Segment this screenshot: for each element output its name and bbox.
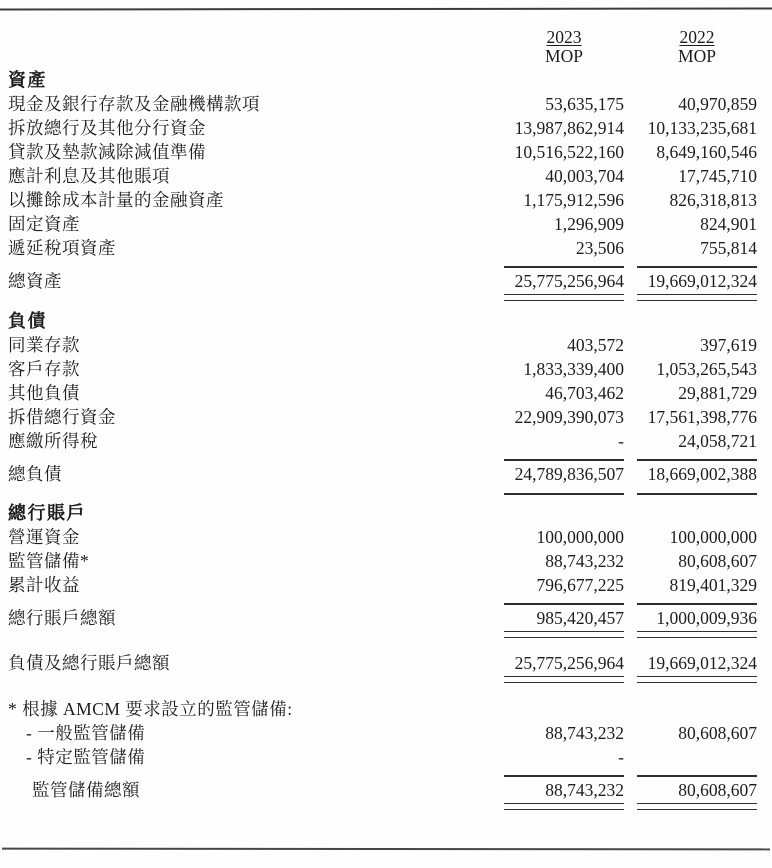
value-2023: 1,296,909 bbox=[554, 214, 624, 234]
value-2023: 88,743,232 bbox=[545, 551, 624, 571]
value-2022: 10,133,235,681 bbox=[647, 118, 757, 138]
value-2022: 19,669,012,324 bbox=[647, 653, 757, 673]
column-header-2023 bbox=[504, 26, 624, 66]
value-2022: 17,745,710 bbox=[678, 166, 757, 186]
row-label: 總行賬戶總額 bbox=[8, 608, 116, 628]
value-2022: 100,000,000 bbox=[669, 527, 757, 547]
value-2023: 88,743,232 bbox=[545, 723, 624, 743]
single-rule bbox=[8, 453, 757, 461]
value-2023: 25,775,256,964 bbox=[514, 653, 624, 673]
page-top-rule bbox=[0, 7, 772, 10]
value-2023: 24,789,836,507 bbox=[514, 464, 624, 484]
row-label: 客戶存款 bbox=[8, 359, 80, 379]
table-row bbox=[8, 357, 757, 381]
value-2023: 1,175,912,596 bbox=[523, 190, 624, 210]
double-rule bbox=[8, 294, 757, 301]
value-2022: 8,649,160,546 bbox=[656, 142, 757, 162]
table-row bbox=[8, 92, 757, 116]
value-2023: 13,987,862,914 bbox=[514, 118, 624, 138]
value-2023: 88,743,232 bbox=[545, 780, 624, 800]
value-2022: 824,901 bbox=[700, 214, 757, 234]
value-2023: 796,677,225 bbox=[536, 575, 624, 595]
table-row bbox=[8, 549, 757, 573]
grand-total-row bbox=[8, 650, 757, 676]
column-header-row bbox=[8, 26, 757, 66]
row-label: 營運資金 bbox=[8, 527, 80, 547]
value-2023: - bbox=[618, 431, 624, 451]
value-2023: 23,506 bbox=[575, 238, 624, 258]
value-2023: 403,572 bbox=[567, 335, 624, 355]
row-label: 固定資產 bbox=[8, 214, 80, 234]
value-2023: 985,420,457 bbox=[536, 608, 624, 628]
value-2022: 819,401,329 bbox=[669, 575, 757, 595]
table-row bbox=[8, 573, 757, 597]
value-2023: 10,516,522,160 bbox=[514, 142, 624, 162]
table-row bbox=[8, 745, 757, 769]
balance-sheet bbox=[8, 26, 757, 810]
currency-2023-label: MOP bbox=[545, 46, 583, 66]
value-2022: 24,058,721 bbox=[678, 431, 757, 451]
value-2022: 40,970,859 bbox=[678, 94, 757, 114]
row-label: 拆借總行資金 bbox=[8, 407, 116, 427]
row-label: 以攤餘成本計量的金融資產 bbox=[8, 190, 224, 210]
value-2023: 1,833,339,400 bbox=[523, 359, 624, 379]
table-row bbox=[8, 429, 757, 453]
row-label: 總負債 bbox=[8, 464, 62, 484]
table-row bbox=[8, 405, 757, 429]
liabilities-section-title: 負債 bbox=[8, 311, 47, 331]
table-row bbox=[8, 164, 757, 188]
liabilities-total-row bbox=[8, 461, 757, 487]
value-2022: 19,669,012,324 bbox=[647, 271, 757, 291]
single-rule bbox=[8, 260, 757, 268]
row-label: 拆放總行及其他分行資金 bbox=[8, 118, 206, 138]
single-rule bbox=[8, 597, 757, 605]
page-bottom-rule bbox=[2, 848, 770, 851]
value-2022: 80,608,607 bbox=[678, 780, 757, 800]
value-2022: 826,318,813 bbox=[669, 190, 757, 210]
value-2022: 17,561,398,776 bbox=[647, 407, 757, 427]
head-office-section-title: 總行賬戶 bbox=[8, 503, 86, 523]
head-office-total-row bbox=[8, 605, 757, 631]
row-label: 負債及總行賬戶總額 bbox=[8, 653, 170, 673]
value-2023: 25,775,256,964 bbox=[514, 271, 624, 291]
table-row bbox=[8, 212, 757, 236]
value-2023: 46,703,462 bbox=[545, 383, 624, 403]
row-label: 應計利息及其他賬項 bbox=[8, 166, 170, 186]
table-row bbox=[8, 721, 757, 745]
value-2022: 1,053,265,543 bbox=[656, 359, 757, 379]
row-label: 累計收益 bbox=[8, 575, 80, 595]
table-row bbox=[8, 333, 757, 357]
value-2023: 53,635,175 bbox=[545, 94, 624, 114]
row-label: - 一般監管儲備 bbox=[26, 723, 146, 743]
row-label: 遞延稅項資產 bbox=[8, 238, 116, 258]
double-rule bbox=[8, 631, 757, 638]
footnote-total-row bbox=[8, 777, 757, 803]
table-row bbox=[8, 116, 757, 140]
row-label: 總資產 bbox=[8, 271, 62, 291]
row-label: 監管儲備* bbox=[8, 551, 90, 571]
value-2022: 29,881,729 bbox=[678, 383, 757, 403]
value-2022: 1,000,009,936 bbox=[656, 608, 757, 628]
value-2022: 755,814 bbox=[700, 238, 757, 258]
value-2022: 397,619 bbox=[700, 335, 757, 355]
table-row bbox=[8, 381, 757, 405]
table-row bbox=[8, 236, 757, 260]
row-label: 監管儲備總額 bbox=[32, 780, 140, 800]
row-label: 現金及銀行存款及金融機構款項 bbox=[8, 94, 260, 114]
year-2022-label: 2022 bbox=[679, 27, 715, 47]
single-rule bbox=[8, 487, 757, 495]
value-2022: 18,669,002,388 bbox=[647, 464, 757, 484]
table-row bbox=[8, 525, 757, 549]
double-rule bbox=[8, 676, 757, 683]
row-label: - 特定監管儲備 bbox=[26, 747, 146, 767]
row-label: 其他負債 bbox=[8, 383, 80, 403]
value-2023: - bbox=[618, 747, 624, 767]
value-2023: 40,003,704 bbox=[545, 166, 624, 186]
table-row bbox=[8, 188, 757, 212]
value-2023: 22,909,390,073 bbox=[514, 407, 624, 427]
assets-section-title: 資產 bbox=[8, 70, 47, 90]
value-2023: 100,000,000 bbox=[536, 527, 624, 547]
column-header-2022 bbox=[637, 26, 757, 66]
table-row bbox=[8, 140, 757, 164]
currency-2022-label: MOP bbox=[678, 46, 716, 66]
year-2023-label: 2023 bbox=[546, 27, 582, 47]
assets-total-row bbox=[8, 268, 757, 294]
double-rule bbox=[8, 803, 757, 810]
footnote-title-row bbox=[8, 697, 757, 721]
value-2022: 80,608,607 bbox=[678, 551, 757, 571]
row-label: 應繳所得稅 bbox=[8, 431, 98, 451]
value-2022: 80,608,607 bbox=[678, 723, 757, 743]
row-label: 同業存款 bbox=[8, 335, 80, 355]
row-label: 貸款及墊款減除減值準備 bbox=[8, 142, 206, 162]
single-rule bbox=[8, 769, 757, 777]
footnote-title: * 根據 AMCM 要求設立的監管儲備: bbox=[8, 699, 293, 719]
